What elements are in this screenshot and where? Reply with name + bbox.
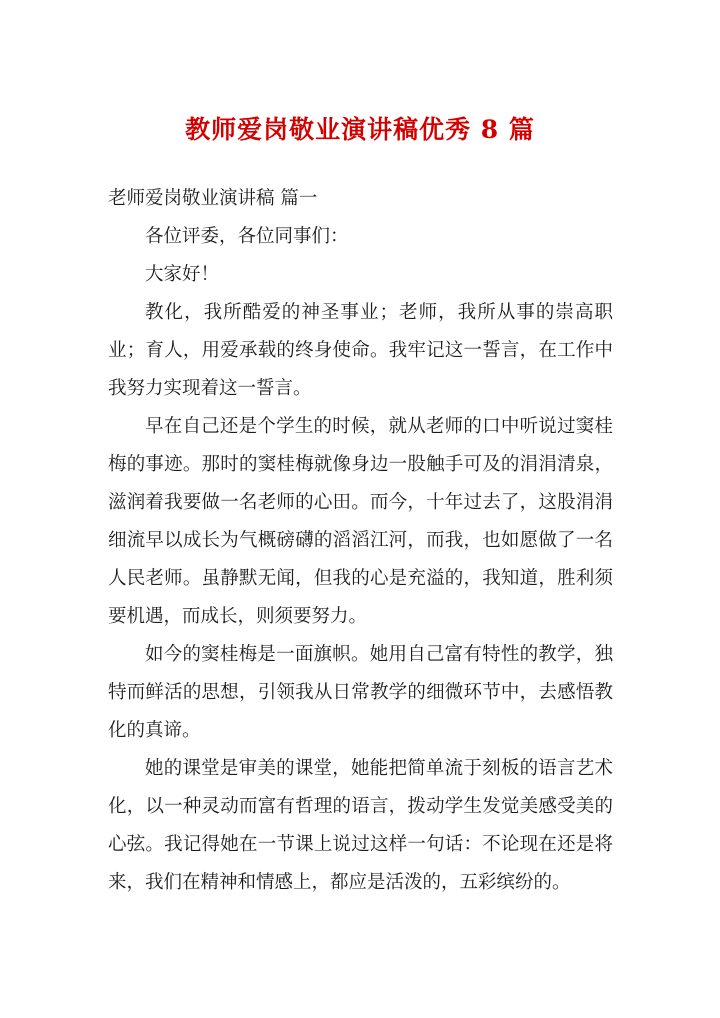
document-body <box>108 180 613 902</box>
paragraph: 大家好！ <box>145 264 220 285</box>
paragraph: 教化，我所酷爱的神圣事业；老师，我所从事的崇高职业；育人，用爱承载的终身使命。我牢记这一誓言，在工作中我努力实现着这一誓言。 <box>108 302 613 399</box>
paragraph: 各位评委，各位同事们： <box>145 226 349 247</box>
section-heading: 老师爱岗敬业演讲稿 篇一 <box>108 188 318 209</box>
paragraph: 如今的窦桂梅是一面旗帜。她用自己富有特性的教学，独特而鲜活的思想，引领我从日常教学的细微环节中，去感悟教化的真谛。 <box>108 644 613 741</box>
paragraph: 她的课堂是审美的课堂，她能把简单流于刻板的语言艺术化，以一种灵动而富有哲理的语言，拨动学生发觉美感受美的心弦。我记得她在一节课上说过这样一句话：不论现在还是将来，我们在精神和情感上，都应是活泼的，五彩缤纷的。 <box>108 758 613 893</box>
paragraph: 早在自己还是个学生的时候，就从老师的口中听说过窦桂梅的事迹。那时的窦桂梅就像身边一股触手可及的涓涓清泉，滋润着我要做一名老师的心田。而今，十年过去了，这股涓涓细流早以成长为气概磅礴的滔滔江河，而我，也如愿做了一名人民老师。虽静默无闻，但我的心是充溢的，我知道，胜利须要机遇，而成长，则须要努力。 <box>108 416 613 627</box>
document-title: 教师爱岗敬业演讲稿优秀 8 篇 <box>185 115 535 144</box>
